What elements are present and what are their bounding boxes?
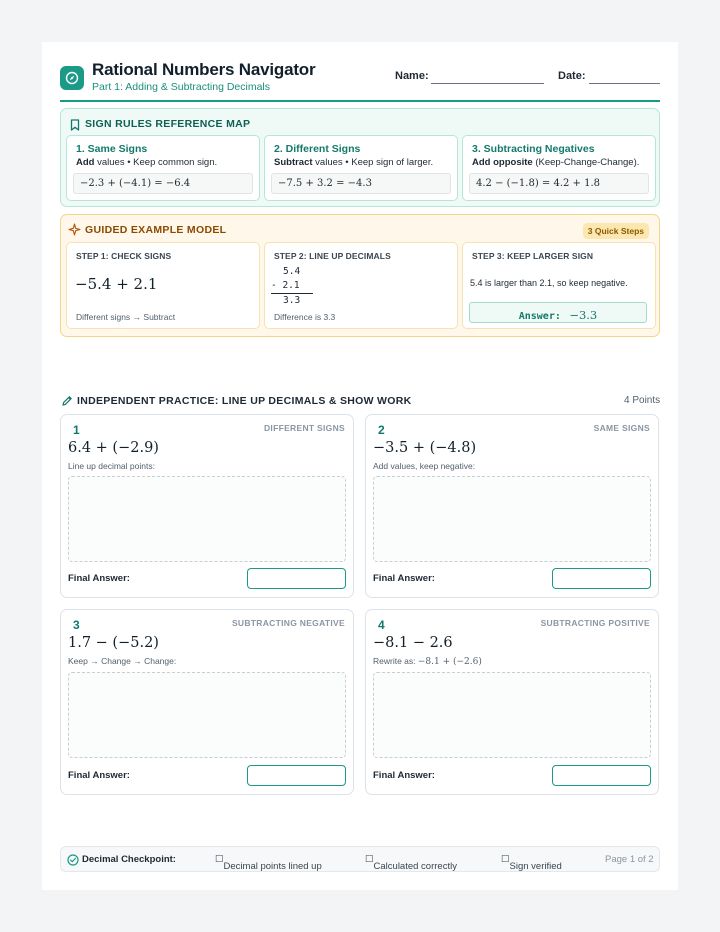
rule-example: −2.3 + (−4.1) = −6.4 [73,173,253,194]
problem-expression: −3.5 + (−4.8) [373,440,477,456]
step-footnote: Different signs → Subtract [76,312,176,322]
answer-label: Answer: [518,311,561,322]
problem-expression: −8.1 − 2.6 [373,635,453,651]
final-answer-label: Final Answer: [68,573,130,584]
answer-value: −3.3 [569,308,598,322]
pencil-icon [61,394,73,412]
compass-icon [60,66,84,90]
name-label: Name: [395,70,429,82]
final-answer-box[interactable] [247,568,346,589]
rule-heading: 1. Same Signs [76,143,148,155]
worksheet-page [42,42,678,890]
final-answer-box[interactable] [247,765,346,786]
page-number: Page 1 of 2 [605,854,654,865]
problem-card-4 [365,609,659,795]
problem-card-1 [60,414,354,598]
problem-hint: Line up decimal points: [68,461,155,471]
name-field[interactable] [431,83,544,84]
step-card-2 [264,242,458,329]
problem-hint: Add values, keep negative: [373,461,476,471]
checkpoint-item-2[interactable]: ☐ Calculated correctly [365,854,457,872]
checkpoint-item-3[interactable]: ☐ Sign verified [501,854,562,872]
practice-title: INDEPENDENT PRACTICE: LINE UP DECIMALS & SHOW WORK [77,395,412,407]
work-area[interactable] [68,672,346,758]
rule-card-subtracting-negatives [462,135,656,201]
step-heading: STEP 3: KEEP LARGER SIGN [472,251,594,261]
final-answer-label: Final Answer: [373,770,435,781]
rule-card-same-signs [66,135,260,201]
step-heading: STEP 1: CHECK SIGNS [76,251,172,261]
final-answer-label: Final Answer: [373,573,435,584]
problem-tag: SUBTRACTING NEGATIVE [231,618,345,628]
date-label: Date: [558,70,586,82]
problem-hint: Rewrite as: −8.1 + (−2.6) [373,656,482,667]
problem-tag: DIFFERENT SIGNS [263,423,345,433]
checkpoint-label: Decimal Checkpoint: [82,854,176,865]
problem-number: 3 [73,618,80,632]
guided-example-title: GUIDED EXAMPLE MODEL [85,224,227,236]
header-divider [60,100,660,102]
work-area[interactable] [373,476,651,562]
bookmark-icon [70,118,80,136]
work-area[interactable] [68,476,346,562]
step-heading: STEP 2: LINE UP DECIMALS [274,251,391,261]
step-line-2: - 2.1 [271,280,300,291]
final-answer-box[interactable] [552,765,651,786]
step-text: 5.4 is larger than 2.1, so keep negative. [470,278,628,288]
problem-number: 1 [73,423,80,437]
step-card-1 [66,242,260,329]
problem-number: 2 [378,423,385,437]
steps-badge: 3 Quick Steps [583,223,649,239]
rule-description: Add values • Keep common sign. [76,157,218,168]
problem-hint: Keep → Change → Change: [68,656,177,666]
problem-card-3 [60,609,354,795]
problem-expression: 1.7 − (−5.2) [68,635,159,651]
rule-heading: 2. Different Signs [274,143,361,155]
rule-description: Add opposite (Keep-Change-Change). [472,157,640,168]
date-field[interactable] [589,83,660,84]
rule-example: 4.2 − (−1.8) = 4.2 + 1.8 [469,173,649,194]
problem-number: 4 [378,618,385,632]
checkpoint-footer [60,846,660,872]
page-title: Rational Numbers Navigator [92,60,316,79]
problem-tag: SAME SIGNS [593,423,650,433]
rule-description: Subtract values • Keep sign of larger. [274,157,434,168]
rule-example: −7.5 + 3.2 = −4.3 [271,173,451,194]
answer-box [469,302,647,323]
step-line-1: 5.4 [283,266,301,277]
sign-rules-title: SIGN RULES REFERENCE MAP [85,118,251,130]
practice-points: 4 Points [624,395,661,406]
guided-example-section [60,214,660,337]
problem-tag: SUBTRACTING POSITIVE [540,618,650,628]
step-footnote: Difference is 3.3 [274,312,336,322]
problem-card-2 [365,414,659,598]
work-area[interactable] [373,672,651,758]
problem-expression: 6.4 + (−2.9) [68,440,159,456]
page-subtitle: Part 1: Adding & Subtracting Decimals [92,81,271,93]
sign-rules-section [60,108,660,207]
final-answer-box[interactable] [552,568,651,589]
sum-rule [271,293,313,294]
step-expression: −5.4 + 2.1 [75,275,158,293]
check-circle-icon [67,853,79,871]
sparkle-icon [68,223,81,241]
step-line-3: 3.3 [283,295,301,306]
final-answer-label: Final Answer: [68,770,130,781]
step-card-3 [462,242,656,329]
rule-card-different-signs [264,135,458,201]
checkpoint-item-1[interactable]: ☐ Decimal points lined up [215,854,322,872]
rule-heading: 3. Subtracting Negatives [472,143,595,155]
